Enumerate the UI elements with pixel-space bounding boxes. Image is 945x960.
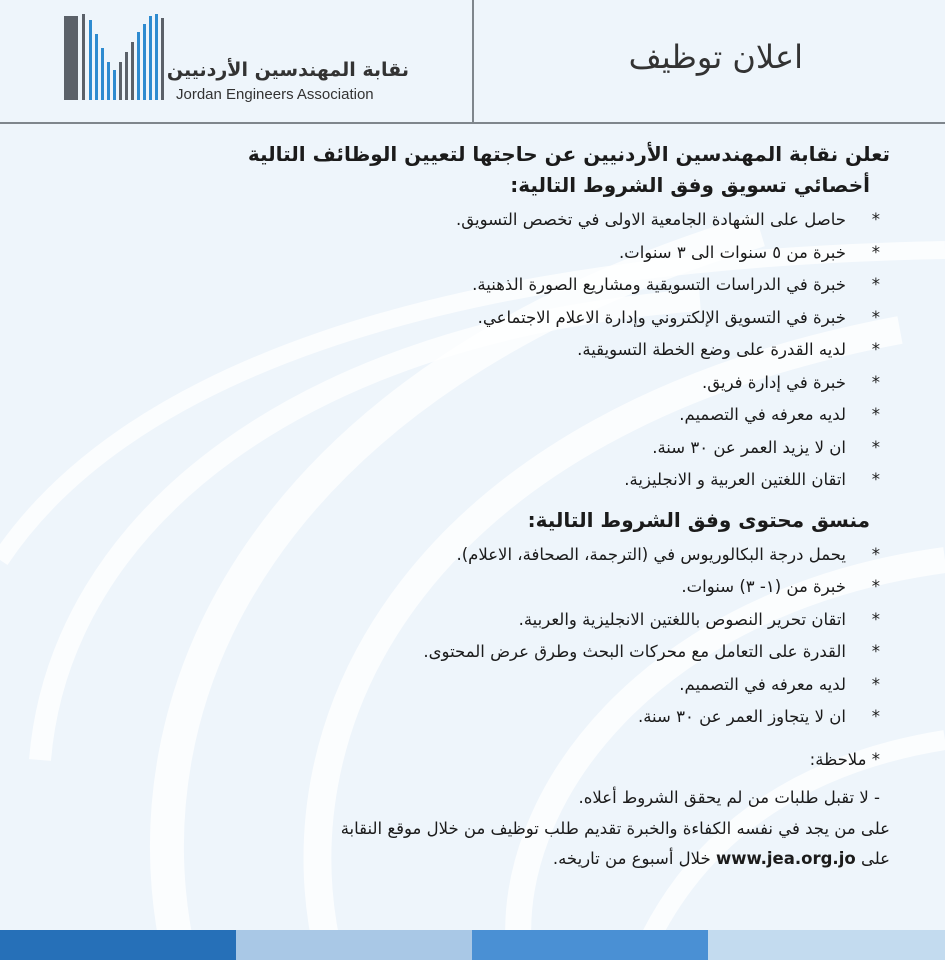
bullet-star: * [871, 275, 880, 294]
list-item [40, 701, 880, 734]
requirements-list-marketing [40, 204, 890, 497]
logo-arabic-text: نقابة المهندسين الأردنيين [166, 59, 409, 81]
requirement-text: القدرة على التعامل مع محركات البحث وطرق عرض المحتوى. [423, 642, 846, 661]
requirement-text: اتقان تحرير النصوص باللغتين الانجليزية والعربية. [518, 609, 846, 629]
list-item [40, 636, 880, 669]
requirement-text: خبرة في الدراسات التسويقية ومشاريع الصورة الذهنية. [472, 275, 846, 294]
bullet-star: * [871, 470, 880, 489]
requirement-text: خبرة في إدارة فريق. [701, 372, 846, 392]
requirement-text: خبرة في التسويق الإلكتروني وإدارة الاعلام الاجتماعي. [477, 307, 846, 327]
job-title-content: منسق محتوى وفق الشروط التالية: [527, 507, 870, 532]
requirement-text: لديه معرفه في التصميم. [679, 674, 846, 694]
bullet-star: * [871, 642, 880, 661]
list-item [40, 571, 880, 604]
closing-suffix: خلال أسبوع من تاريخه. [552, 848, 711, 868]
list-item [40, 669, 880, 702]
bullet-star: * [871, 210, 880, 229]
list-item [40, 399, 880, 432]
footer-segment [0, 930, 236, 960]
list-item [40, 539, 880, 572]
requirement-text: خبرة من ٥ سنوات الى ٣ سنوات. [618, 242, 846, 262]
list-item [40, 237, 880, 270]
list-item [40, 464, 880, 497]
page-title: اعلان توظيف [628, 38, 803, 76]
footer-segment [236, 930, 472, 960]
job-title-marketing: أخصائي تسويق وفق الشروط التالية: [510, 173, 870, 197]
note-heading: * ملاحظة: [809, 749, 880, 769]
jea-logo-icon [60, 10, 172, 102]
list-item [40, 204, 880, 237]
header-divider [472, 0, 474, 122]
website-link[interactable]: www.jea.org.jo [715, 848, 856, 868]
closing-line-2 [40, 844, 890, 874]
list-item [40, 367, 880, 400]
requirement-text: لديه القدرة على وضع الخطة التسويقية. [577, 340, 846, 359]
requirement-text: حاصل على الشهادة الجامعية الاولى في تخصص التسويق. [456, 210, 846, 229]
bullet-star: * [871, 340, 880, 359]
requirement-text: يحمل درجة البكالوريوس في (الترجمة، الصحافة، الاعلام). [456, 544, 846, 564]
bullet-star: * [871, 544, 880, 564]
requirement-text: اتقان اللغتين العربية و الانجليزية. [624, 470, 846, 489]
closing-line-1: على من يجد في نفسه الكفاءة والخبرة تقديم طلب توظيف من خلال موقع النقابة [340, 818, 890, 838]
bullet-star: * [871, 609, 880, 629]
list-item [40, 269, 880, 302]
header-bottom-rule [0, 122, 945, 124]
closing-prefix: على [860, 848, 890, 868]
intro-heading: تعلن نقابة المهندسين الأردنيين عن حاجتها لتعيين الوظائف التالية [247, 142, 890, 166]
requirement-text: ان لا يزيد العمر عن ٣٠ سنة. [652, 437, 846, 457]
requirement-text: ان لا يتجاوز العمر عن ٣٠ سنة. [637, 707, 846, 726]
requirements-list-content [40, 539, 890, 734]
list-item [40, 604, 880, 637]
list-item [40, 302, 880, 335]
bullet-star: * [871, 405, 880, 424]
announcement-body [40, 138, 890, 874]
bullet-star: * [871, 707, 880, 726]
requirement-text: خبرة من (١- ٣) سنوات. [681, 577, 846, 596]
bullet-star: * [871, 577, 880, 596]
header [0, 0, 945, 124]
bullet-star: * [871, 242, 880, 262]
bullet-star: * [871, 674, 880, 694]
bullet-star: * [871, 372, 880, 392]
footer-segment [472, 930, 708, 960]
list-item [40, 334, 880, 367]
requirement-text: لديه معرفه في التصميم. [679, 405, 846, 424]
footer-segment [708, 930, 945, 960]
list-item [40, 432, 880, 465]
note-item: - لا تقبل طلبات من لم يحقق الشروط أعلاه. [578, 787, 880, 807]
footer-color-bar [0, 930, 945, 960]
bullet-star: * [871, 307, 880, 327]
bullet-star: * [871, 437, 880, 457]
logo-english-text: Jordan Engineers Association [176, 86, 374, 103]
